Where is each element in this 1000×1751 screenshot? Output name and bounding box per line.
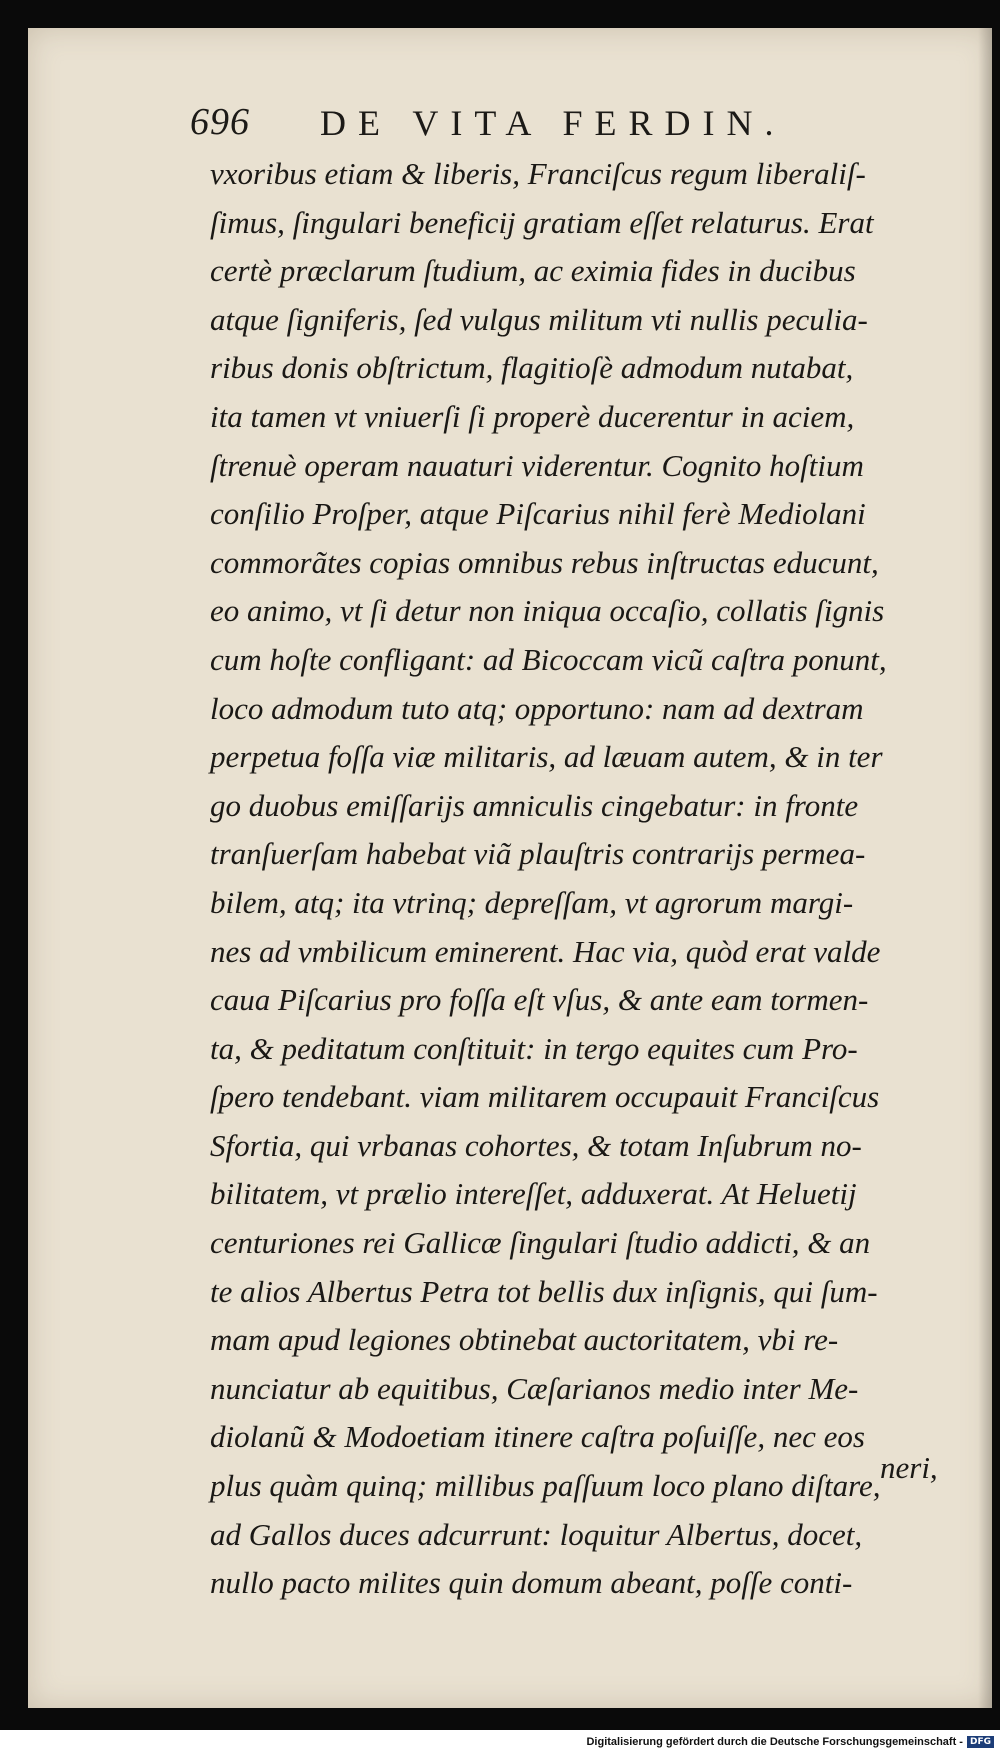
text-line: atque ſigniferis, ſed vulgus militum vti nullis peculia-	[210, 301, 868, 337]
catchword: neri,	[880, 1450, 938, 1485]
text-line: ſimus, ſingulari beneficij gratiam eſſet relaturus. Erat	[210, 204, 874, 240]
text-line: commorãtes copias omnibus rebus inſtructas educunt,	[210, 544, 879, 580]
text-line: nullo pacto milites quin domum abeant, poſſe conti-	[210, 1565, 853, 1601]
text-line: bilem, atq; ita vtrinq; depreſſam, vt agrorum margi-	[210, 884, 854, 920]
page-number: 696	[190, 101, 250, 143]
body-text	[210, 150, 955, 1608]
text-line: loco admodum tuto atq; opportuno: nam ad dextram	[210, 690, 864, 726]
page-gutter-shadow	[978, 28, 992, 1708]
text-line: cum hoſte confligant: ad Bicoccam vicũ caſtra ponunt,	[210, 641, 887, 677]
text-line: caua Piſcarius pro foſſa eſt vſus, & ante eam tormen-	[210, 982, 869, 1018]
text-line: vxoribus etiam & liberis, Franciſcus regum liberaliſ-	[210, 156, 866, 191]
dfg-logo: DFG	[967, 1736, 994, 1748]
text-line: perpetua foſſa viæ militaris, ad læuam autem, & in ter	[210, 739, 883, 775]
text-line: te alios Albertus Petra tot bellis dux inſignis, qui ſum-	[210, 1273, 878, 1309]
text-line: plus quàm quinq; millibus paſſuum loco plano diſtare,	[210, 1468, 881, 1504]
text-line: diolanũ & Modoetiam itinere caſtra poſuiſſe, nec eos	[210, 1419, 865, 1455]
text-line: nes ad vmbilicum eminerent. Hac via, quòd erat valde	[210, 933, 881, 969]
text-line: ſtrenuè operam nauaturi viderentur. Cognito hoſtium	[210, 447, 864, 483]
text-line: ita tamen vt vniuerſi ſi properè ducerentur in aciem,	[210, 398, 855, 434]
text-line: ad Gallos duces adcurrunt: loquitur Albertus, docet,	[210, 1516, 863, 1552]
running-head: DE VITA FERDIN.	[320, 103, 786, 143]
text-line: tranſuerſam habebat viã plauſtris contrarijs permea-	[210, 836, 866, 872]
text-line: Sfortia, qui vrbanas cohortes, & totam Inſubrum no-	[210, 1127, 862, 1163]
text-line: ſpero tendebant. viam militarem occupauit Franciſcus	[210, 1079, 880, 1115]
text-line: eo animo, vt ſi detur non iniqua occaſio, collatis ſignis	[210, 593, 885, 629]
text-line: conſilio Proſper, atque Piſcarius nihil ferè Mediolani	[210, 496, 866, 532]
text-line: certè præclarum ſtudium, ac eximia fides in ducibus	[210, 253, 856, 289]
text-line: centuriones rei Gallicæ ſingulari ſtudio addicti, & an	[210, 1225, 871, 1261]
page-header	[190, 100, 890, 150]
footer-credit	[586, 1734, 994, 1750]
digitization-credit: Digitalisierung gefördert durch die Deutsche Forschungsgemeinschaft -	[586, 1736, 963, 1748]
text-line: nunciatur ab equitibus, Cæſarianos medio inter Me-	[210, 1370, 859, 1406]
text-line: go duobus emiſſarijs amniculis cingebatur: in fronte	[210, 787, 859, 823]
text-line: bilitatem, vt prælio intereſſet, adduxerat. At Heluetij	[210, 1176, 857, 1212]
text-line: mam apud legiones obtinebat auctoritatem, vbi re-	[210, 1322, 839, 1358]
text-line: ta, & peditatum conſtituit: in tergo equites cum Pro-	[210, 1030, 858, 1066]
text-line: ribus donis obſtrictum, flagitioſè admodum nutabat,	[210, 350, 854, 386]
